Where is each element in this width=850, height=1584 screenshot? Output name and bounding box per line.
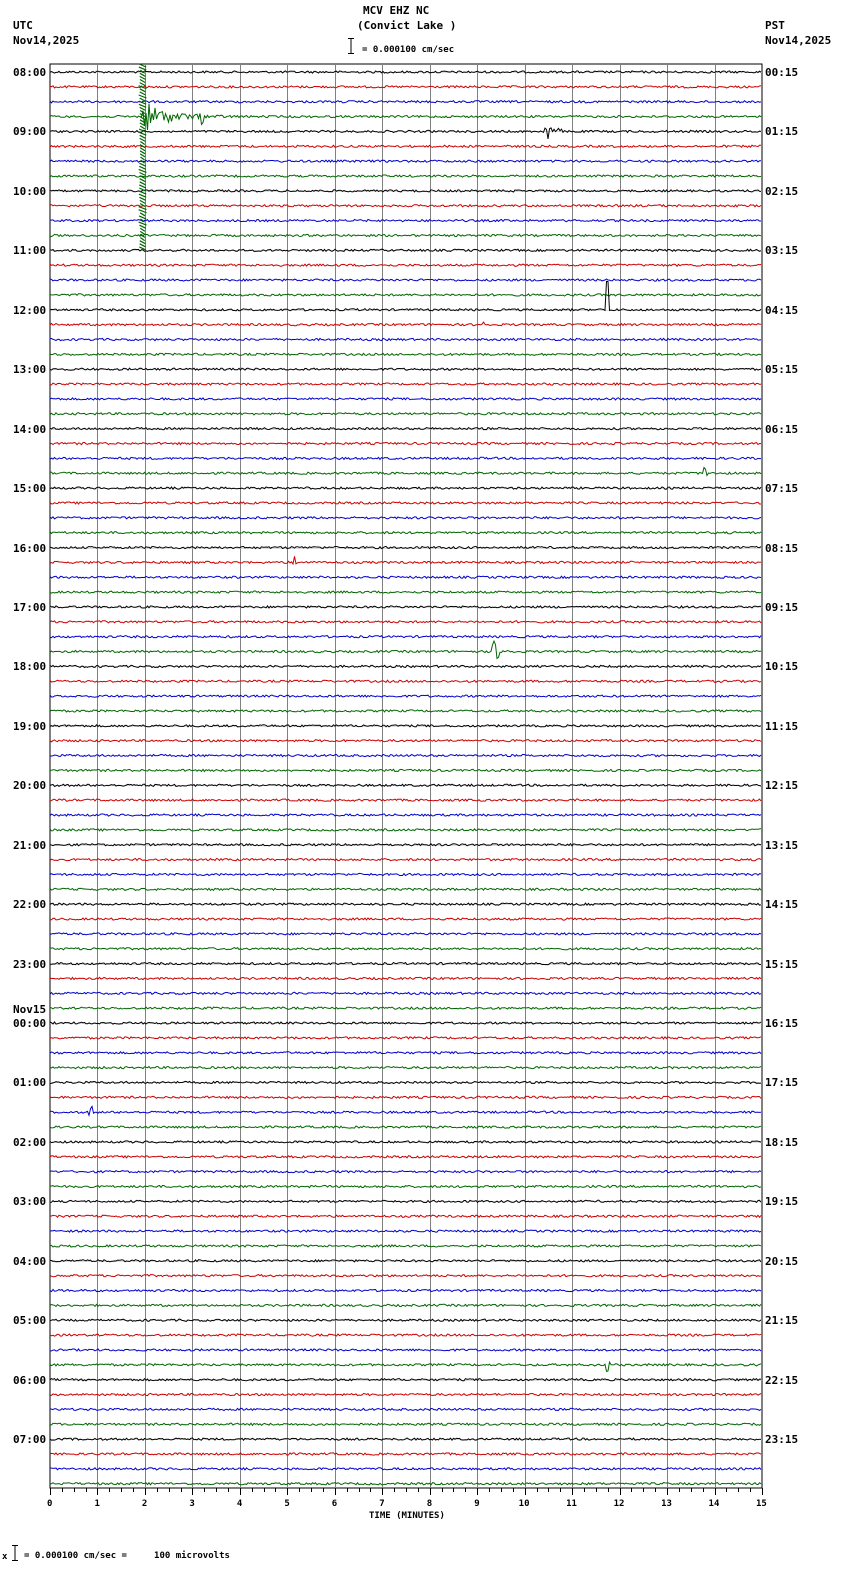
pst-time-label: 01:15 xyxy=(765,125,799,139)
event-mark xyxy=(140,98,146,101)
utc-time-label: 04:00 xyxy=(13,1254,47,1268)
trace-line xyxy=(50,1408,761,1410)
x-tick-label: 3 xyxy=(189,1499,195,1509)
trace-line xyxy=(50,1200,761,1202)
event-mark xyxy=(139,225,145,228)
left-timezone: UTC xyxy=(13,19,33,32)
trace-line xyxy=(50,1185,761,1187)
event-mark xyxy=(139,166,146,169)
pst-time-label: 19:15 xyxy=(765,1195,799,1209)
event-mark xyxy=(140,238,144,241)
trace-line xyxy=(50,502,761,504)
utc-time-label: 05:00 xyxy=(13,1314,47,1328)
pst-time-label: 10:15 xyxy=(765,660,799,674)
trace-line xyxy=(50,101,761,103)
trace-line xyxy=(50,1052,761,1054)
pst-time-label: 09:15 xyxy=(765,600,799,614)
utc-time-label: 14:00 xyxy=(13,422,47,436)
trace-line xyxy=(50,636,761,638)
utc-time-label: 19:00 xyxy=(13,719,47,733)
event-mark xyxy=(140,107,146,110)
event-mark xyxy=(140,151,145,154)
trace-line xyxy=(50,220,761,222)
trace-line xyxy=(50,1037,761,1039)
event-mark xyxy=(140,126,145,129)
utc-time-label: 03:00 xyxy=(13,1195,47,1209)
utc-time-label: 17:00 xyxy=(13,600,47,614)
event-mark xyxy=(139,185,146,188)
trace-line xyxy=(50,1106,761,1115)
utc-date-label: Nov15 xyxy=(13,1003,47,1017)
x-tick-label: 7 xyxy=(379,1499,385,1509)
trace-line xyxy=(50,814,761,816)
utc-time-label: 20:00 xyxy=(13,779,47,793)
trace-line xyxy=(50,1483,761,1485)
plot-frame xyxy=(50,64,762,1488)
footer-marker: x xyxy=(2,1552,8,1562)
pst-time-label: 02:15 xyxy=(765,184,799,198)
pst-time-label: 03:15 xyxy=(765,244,799,258)
event-mark xyxy=(140,92,146,95)
event-mark xyxy=(140,154,145,157)
pst-time-label: 20:15 xyxy=(765,1254,799,1268)
trace-line xyxy=(50,532,761,534)
x-tick-label: 10 xyxy=(518,1499,530,1509)
pst-time-label: 05:15 xyxy=(765,363,799,377)
event-mark xyxy=(140,142,144,145)
trace-line xyxy=(50,977,761,979)
trace-line xyxy=(50,1393,761,1395)
station-title: MCV EHZ NC xyxy=(363,4,430,17)
trace-line xyxy=(50,398,761,400)
trace-line xyxy=(50,1362,761,1371)
x-tick-label: 13 xyxy=(661,1499,672,1509)
trace-line xyxy=(50,948,761,950)
trace-line xyxy=(50,104,761,130)
trace-line xyxy=(50,294,761,296)
x-axis-label: TIME (MINUTES) xyxy=(369,1511,445,1521)
pst-time-label: 14:15 xyxy=(765,898,799,912)
trace-line xyxy=(50,1334,761,1336)
event-mark xyxy=(140,213,145,216)
trace-line xyxy=(50,1468,761,1470)
utc-time-label: 23:00 xyxy=(13,957,47,971)
x-tick-label: 12 xyxy=(613,1499,625,1509)
trace-line xyxy=(50,1289,761,1291)
trace-line xyxy=(50,1275,761,1277)
trace-line xyxy=(50,859,761,861)
event-mark xyxy=(140,80,145,83)
trace-line xyxy=(50,1156,761,1158)
trace-line xyxy=(50,205,761,207)
trace-line xyxy=(50,368,761,370)
trace-line xyxy=(50,695,761,697)
pst-time-label: 23:15 xyxy=(765,1433,799,1447)
event-mark xyxy=(140,228,145,231)
event-mark xyxy=(139,216,146,219)
pst-time-label: 08:15 xyxy=(765,541,799,555)
trace-line xyxy=(50,442,761,444)
trace-line xyxy=(50,556,761,564)
utc-time-label: 21:00 xyxy=(13,838,47,852)
trace-line xyxy=(50,740,761,742)
trace-line xyxy=(50,1096,761,1098)
trace-line xyxy=(50,353,761,355)
event-mark xyxy=(140,157,144,160)
event-mark xyxy=(140,117,145,120)
footer-scale-bar-icon xyxy=(12,1545,20,1565)
pst-time-label: 04:15 xyxy=(765,303,799,317)
event-mark xyxy=(140,135,146,138)
x-tick-label: 2 xyxy=(141,1499,148,1509)
trace-line xyxy=(50,1438,761,1440)
utc-time-label: 02:00 xyxy=(13,1135,47,1149)
trace-line xyxy=(50,1245,761,1247)
event-mark xyxy=(139,163,145,166)
trace-line xyxy=(50,1215,761,1217)
event-mark xyxy=(139,173,145,176)
trace-line xyxy=(50,829,761,831)
trace-line xyxy=(50,487,761,489)
utc-time-label: 10:00 xyxy=(13,184,47,198)
trace-line xyxy=(50,799,761,801)
trace-line xyxy=(50,1171,761,1173)
event-mark xyxy=(140,89,146,92)
trace-line xyxy=(50,918,761,920)
utc-time-label: 07:00 xyxy=(13,1433,47,1447)
trace-line xyxy=(50,160,761,162)
trace-line xyxy=(50,1067,761,1069)
utc-time-label: 00:00 xyxy=(13,1017,47,1031)
trace-line xyxy=(50,933,761,935)
x-tick-label: 11 xyxy=(566,1499,577,1509)
pst-time-label: 12:15 xyxy=(765,779,799,793)
event-mark xyxy=(140,231,145,234)
trace-line xyxy=(50,641,761,658)
trace-line xyxy=(50,992,761,994)
x-tick-label: 9 xyxy=(474,1499,480,1509)
pst-time-label: 16:15 xyxy=(765,1017,799,1031)
utc-time-label: 12:00 xyxy=(13,303,47,317)
trace-line xyxy=(50,1007,761,1009)
event-mark xyxy=(140,244,146,247)
trace-line xyxy=(50,249,761,251)
trace-line xyxy=(50,383,761,385)
trace-line xyxy=(50,1453,761,1455)
x-tick-label: 8 xyxy=(426,1499,433,1509)
scale-text: = 0.000100 cm/sec xyxy=(362,45,455,55)
utc-time-label: 13:00 xyxy=(13,363,47,377)
utc-time-label: 06:00 xyxy=(13,1373,47,1387)
event-mark xyxy=(140,73,145,76)
event-mark xyxy=(140,83,146,86)
x-tick-label: 4 xyxy=(236,1499,243,1509)
x-tick-label: 6 xyxy=(331,1499,338,1509)
trace-line xyxy=(50,1349,761,1351)
trace-line xyxy=(50,413,761,415)
trace-line xyxy=(50,234,761,236)
trace-line xyxy=(50,468,761,476)
pst-time-label: 17:15 xyxy=(765,1076,799,1090)
event-mark xyxy=(140,138,146,141)
trace-line xyxy=(50,769,761,771)
trace-line xyxy=(50,322,761,326)
trace-line xyxy=(50,888,761,890)
utc-time-label: 22:00 xyxy=(13,898,47,912)
trace-line xyxy=(50,128,761,139)
pst-time-label: 06:15 xyxy=(765,422,799,436)
utc-time-label: 08:00 xyxy=(13,66,47,79)
pst-time-label: 21:15 xyxy=(765,1314,799,1328)
trace-line xyxy=(50,175,761,177)
trace-line xyxy=(50,517,761,519)
trace-line xyxy=(50,1126,761,1128)
pst-time-label: 07:15 xyxy=(765,482,799,496)
trace-line xyxy=(50,1423,761,1425)
x-tick-label: 14 xyxy=(708,1499,720,1509)
right-date: Nov14,2025 xyxy=(765,34,832,47)
pst-time-label: 22:15 xyxy=(765,1373,799,1387)
trace-line xyxy=(50,1304,761,1306)
trace-line xyxy=(50,264,761,266)
utc-time-label: 09:00 xyxy=(13,125,47,139)
event-mark xyxy=(140,76,146,79)
trace-line xyxy=(50,1230,761,1232)
utc-time-label: 11:00 xyxy=(13,244,47,258)
pst-time-label: 00:15 xyxy=(765,66,799,79)
utc-time-label: 16:00 xyxy=(13,541,47,555)
left-date: Nov14,2025 xyxy=(13,34,80,47)
x-tick-label: 0 xyxy=(47,1499,53,1509)
location-title: (Convict Lake ) xyxy=(357,19,457,32)
pst-time-label: 15:15 xyxy=(765,957,799,971)
pst-time-label: 11:15 xyxy=(765,719,799,733)
event-mark xyxy=(140,241,146,244)
x-tick-label: 15 xyxy=(756,1499,767,1509)
trace-line xyxy=(50,279,761,281)
pst-time-label: 18:15 xyxy=(765,1135,799,1149)
footer-scale-text: = 0.000100 cm/sec = 100 microvolts xyxy=(24,1551,230,1561)
trace-line xyxy=(50,903,761,905)
utc-time-label: 18:00 xyxy=(13,660,47,674)
right-timezone: PST xyxy=(765,19,785,32)
pst-time-label: 13:15 xyxy=(765,838,799,852)
x-tick-label: 5 xyxy=(284,1499,290,1509)
event-mark xyxy=(140,148,145,151)
trace-line xyxy=(50,755,761,757)
utc-time-label: 01:00 xyxy=(13,1076,47,1090)
event-mark xyxy=(139,197,145,200)
trace-line xyxy=(50,710,761,712)
trace-line xyxy=(50,576,761,578)
trace-line xyxy=(50,680,761,682)
event-mark xyxy=(140,179,146,182)
trace-line xyxy=(50,621,761,623)
x-tick-label: 1 xyxy=(94,1499,100,1509)
utc-time-label: 15:00 xyxy=(13,482,47,496)
trace-line xyxy=(50,591,761,593)
trace-line xyxy=(50,86,761,88)
event-mark xyxy=(140,200,145,203)
event-mark xyxy=(140,182,146,185)
trace-line xyxy=(50,457,761,459)
trace-line xyxy=(50,338,761,340)
trace-line xyxy=(50,873,761,875)
trace-line xyxy=(50,145,761,147)
